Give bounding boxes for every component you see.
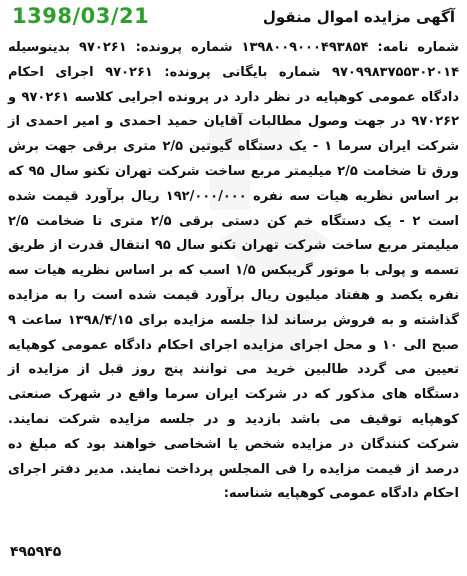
notice-id-code: ۴۹۵۹۴۵ [10, 544, 62, 560]
notice-title: آگهی مزایده اموال منقول [262, 8, 455, 26]
notice-header [8, 4, 459, 34]
notice-date: 1398/03/21 [12, 4, 150, 28]
notice-body: شماره نامه: ۱۳۹۸۰۰۹۰۰۰۴۹۳۸۵۴ شماره پرونده: ۹۷۰۲۶۱ بدینوسیله ۹۷۰۹۹۸۳۷۵۵۳۰۲۰۱۴ شماره بایگانی پرونده: ۹۷۰۲۶۱ اجرای احکام دادگاه عمومی کوهپایه در نظر دارد در پرونده اجرایی کلاسه ۹۷۰۲۶۱ و ۹۷۰۲۶۲ در جهت وصول مطالبات آقایان حمید احمدی و امیر احمدی از شرکت ایران سرما ۱ - یک دستگاه گیوتین ۲/۵ متری برقی جهت برش ورق تا ضخامت ۲/۵ میلیمتر مربع ساخت شرکت تهران تکنو سال ۹۵ که بر اساس نظریه هیات سه نفره ۱۹۲/۰۰۰/۰۰۰ ریال برآورد قیمت شده است ۲ - یک دستگاه خم کن دستی برقی ۲/۵ متری تا ضخامت ۲/۵ میلیمتر مربع ساخت شرکت تهران تکنو سال ۹۵ انتقال قدرت از طریق تسمه و پولی با موتور گریبکس ۱/۵ اسب که بر اساس نظریه هیات سه نفره یکصد و هفتاد میلیون ریال برآورد قیمت شده است را به مزایده گذاشته و به فروش برساند لذا جلسه مزایده برای ۱۳۹۸/۴/۱۵ ساعت ۹ صبح الی ۱۰ و محل اجرای مزایده اجرای احکام دادگاه عمومی کوهپایه تعیین می گردد طالبین خرید می توانند پنج روز قبل از مزایده از دستگاه های مذکور که در شرکت ایران سرما واقع در شهرک صنعتی کوهپایه توقیف می باشد بازدید و در جلسه مزایده شرکت نمایند. شرکت کنندگان در مزایده شخص یا اشخاصی خواهند بود که مبلغ ده درصد از قیمت مزایده را فی المجلس پرداخت نمایند. مدیر دفتر اجرای احکام دادگاه عمومی کوهپایه شناسه: [8, 40, 460, 502]
